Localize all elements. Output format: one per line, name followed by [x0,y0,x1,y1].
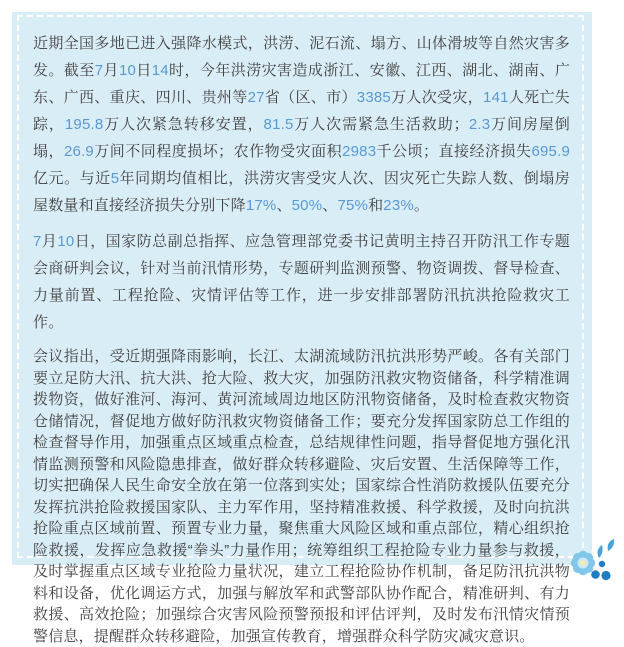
number-highlight: 5 [110,170,120,187]
number-highlight: 695.9 [531,143,570,160]
text-segment: 人死亡失踪， [33,89,570,133]
text-segment: 年同期均值相比，洪涝灾害受灾人次、因灾死亡失踪人数、倒塌房屋数量和直接经济损失分别下降 [33,170,570,214]
text-segment: 、 [276,197,292,214]
text-segment: 时，今年洪涝灾害造成浙江、安徽、江西、湖北、湖南、广东、广西、重庆、四川、贵州等 [33,62,571,106]
text-segment: 。 [413,197,430,214]
text-segment: 万人次受灾， [390,89,484,106]
number-highlight: 141 [483,89,509,106]
number-highlight: 2983 [342,143,377,160]
text-segment: 万间房屋倒塌， [33,116,570,160]
number-highlight: 50% [291,197,323,214]
flower-drops [598,539,615,558]
flower-petals [571,551,595,575]
number-highlight: 10 [118,62,137,79]
number-highlight: 75% [337,197,369,214]
number-highlight: 195.8 [64,116,104,133]
text-segment: 月 [103,62,119,79]
number-highlight: 3385 [356,89,391,106]
text-segment: 近期全国多地已进入强降水模式，洪涝、泥石流、塌方、山体滑坡等自然灾害多发。截至 [33,35,570,79]
text-segment: 亿元。与近 [33,170,111,187]
flower-decoration-icon [566,537,622,586]
paragraph-disaster-stats [33,30,570,219]
number-highlight: 17% [245,197,277,214]
number-highlight: 27 [247,89,265,106]
text-segment: 日，国家防总副总指挥、应急管理部党委书记黄明主持召开防汛工作专题会商研判会议，针对当前汛情形势，专题研判监测预警、物资调拨、督导检查、力量前置、工程抢险、灾情评估等工作，进一步安排部署防汛抗洪抢险救灾工作。 [33,233,571,331]
text-segment: 万人次紧急转移安置， [103,116,264,133]
text-segment: 、 [322,197,338,214]
number-highlight: 23% [383,197,414,214]
text-segment: 省（区、市） [264,89,357,106]
text-segment: 千公顷；直接经济损失 [376,143,532,160]
text-segment: 万间不同程度损坏；农作物受灾面积 [93,143,343,160]
number-highlight: 7 [94,62,104,79]
number-highlight: 10 [57,233,75,250]
text-segment: 万人次需紧急生活救助； [293,116,469,133]
text-segment: 日 [136,62,152,79]
text-segment: 月 [41,233,58,250]
number-highlight: 81.5 [263,116,294,133]
number-highlight: 2.3 [468,116,491,133]
article-content [12,12,592,645]
text-segment: 会议指出，受近期强降雨影响，长江、太湖流域防汛抗洪形势严峻。各有关部门要立足防大汛、抗大洪、抢大险、救大灾，加强防汛救灾物资储备，科学精准调拨物资，做好淮河、海河、黄河流域周边地区防汛物资储备，及时检查救灾物资仓储情况，督促地方做好防汛救灾物资储备工作；要充分发挥国家防总工作组的检查督导作用，加强重点区域重点检查，总结规律性问题，指导督促地方强化汛情监测预警和风险隐患排查，做好群众转移避险、灾后安置、生活保障等工作，切实把确保人民生命安全放在第一位落到实处；国家综合性消防救援队伍要充分发挥抗洪抢险救援国家队、主力军作用，坚持精准救援、科学救援，及时向抗洪抢险重点区域前置、预置专业力量，聚焦重大风险区域和重点部位，精心组织抢险救援，发挥应急救援“拳头”力量作用；统筹组织工程抢险专业力量参与救援，及时掌握重点区域专业抢险力量状况，建立工程抢险协作机制，备足防汛抗洪物料和设备，优化调运方式，加强与解放军和武警部队协作配合，精准研判、有力救援、高效抢险；加强综合灾害风险预警预报和评估评判，及时发布汛情灾情预警信息，提醒群众转移避险，加强宣传教育，增强群众科学防灾减灾意识。 [33,348,570,645]
paragraph-meeting [33,228,570,336]
article-panel [12,12,592,645]
number-highlight: 7 [33,233,42,250]
number-highlight: 26.9 [63,143,94,160]
text-segment: 和 [368,197,384,214]
paragraph-requirements [33,346,570,647]
number-highlight: 14 [151,62,169,79]
